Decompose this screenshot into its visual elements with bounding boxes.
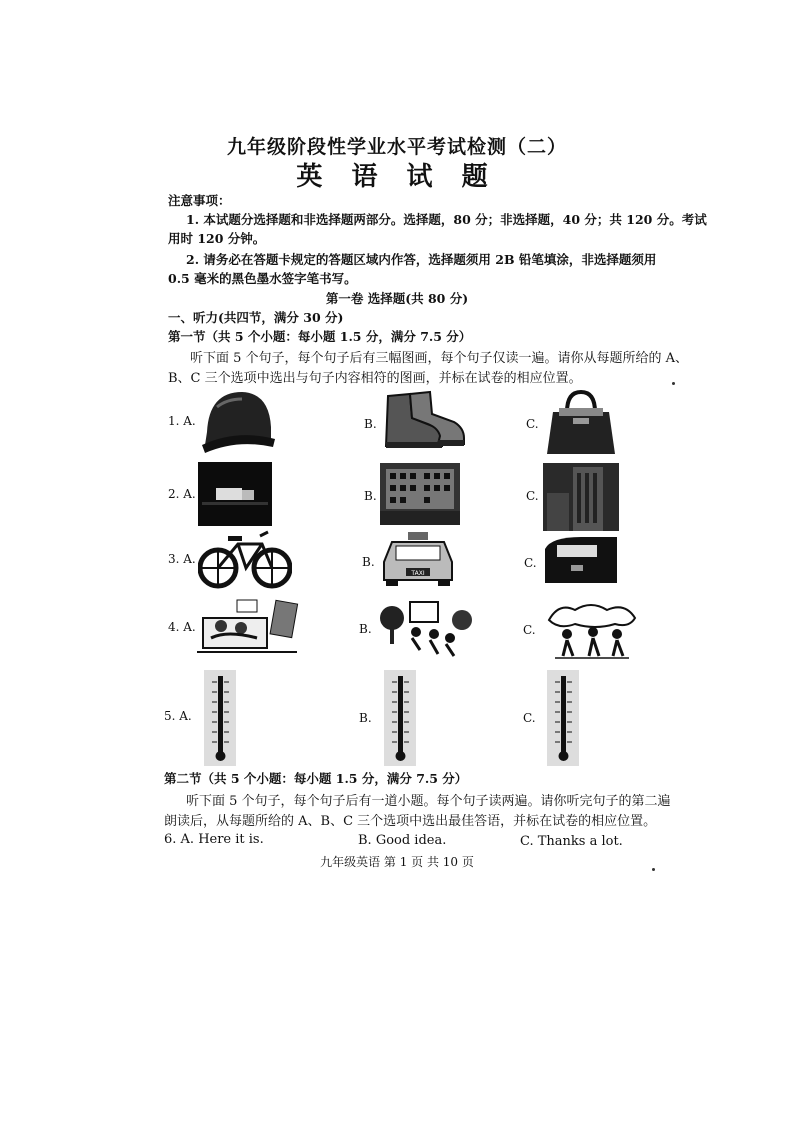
q3-b-label: B.: [362, 555, 375, 569]
people-scene-icon: [545, 600, 637, 662]
city-building-icon: [380, 463, 460, 525]
scan-speck: [652, 868, 655, 871]
notice-item1-line1: 1. 本试题分选择题和非选择题两部分。选择题，80 分；非选择题，40 分；共 120 分。考试: [186, 212, 707, 227]
q2-c-label: C.: [526, 489, 539, 503]
train-icon: [541, 535, 621, 585]
thermometer-icon: [200, 668, 240, 768]
part1-heading: 第一卷 选择题(共 80 分): [325, 291, 469, 306]
listening-heading: 一、听力(共四节，满分 30 分): [168, 310, 344, 325]
bicycle-icon: [198, 530, 292, 590]
q2-b-label: B.: [364, 489, 377, 503]
q1-label: 1. A.: [168, 414, 196, 428]
notice-item2-line2: 0.5 毫米的黑色墨水签字笔书写。: [168, 271, 357, 286]
page-footer: 九年级英语 第 1 页 共 10 页: [320, 855, 474, 869]
q1-b-label: B.: [364, 417, 377, 431]
q4-b-label: B.: [359, 622, 372, 636]
section2-heading: 第二节（共 5 个小题：每小题 1.5 分，满分 7.5 分）: [164, 771, 468, 786]
q5-b-label: B.: [359, 711, 372, 725]
thermometer-icon: [380, 668, 420, 768]
bedroom-scene-icon: [197, 598, 299, 656]
q5-c-label: C.: [523, 711, 536, 725]
q4-c-label: C.: [523, 623, 536, 637]
tall-building-icon: [543, 463, 619, 531]
dark-building-icon: [198, 462, 272, 526]
q6-option-b: B. Good idea.: [358, 833, 447, 848]
q1-c-label: C.: [526, 417, 539, 431]
q4-label: 4. A.: [168, 620, 196, 634]
hat-icon: [197, 387, 277, 457]
q2-label: 2. A.: [168, 487, 196, 501]
q6-option-c: C. Thanks a lot.: [520, 834, 623, 849]
q3-c-label: C.: [524, 556, 537, 570]
taxi-icon: [380, 530, 456, 588]
svg-text:TAXI: TAXI: [411, 570, 425, 577]
boots-icon: [380, 388, 466, 452]
q5-label: 5. A.: [164, 709, 192, 723]
scan-speck: [672, 382, 675, 385]
notice-item1-line2: 用时 120 分钟。: [168, 231, 266, 246]
park-scene-icon: [378, 598, 474, 658]
section1-heading: 第一节（共 5 个小题：每小题 1.5 分，满分 7.5 分）: [168, 329, 472, 344]
section2-instruction-line1: 听下面 5 个句子，每个句子后有一道小题。每个句子读两遍。请你听完句子的第二遍: [186, 794, 671, 809]
section2-instruction-line2: 朗读后，从每题所给的 A、B、C 三个选项中选出最佳答语，并标在试卷的相应位置。: [164, 814, 657, 829]
notice-item2-line1: 2. 请务必在答题卡规定的答题区域内作答，选择题须用 2B 铅笔填涂，非选择题须用: [186, 252, 657, 267]
thermometer-icon: [543, 668, 583, 768]
exam-title: 九年级阶段性学业水平考试检测（二）: [226, 136, 567, 158]
exam-subtitle: 英 语 试 题: [296, 162, 498, 192]
q6-option-a: 6. A. Here it is.: [164, 832, 264, 847]
handbag-icon: [545, 388, 617, 456]
notice-heading: 注意事项：: [168, 193, 231, 208]
section1-instruction-line1: 听下面 5 个句子，每个句子后有三幅图画，每个句子仅读一遍。请你从每题所给的 A、: [190, 351, 689, 366]
q3-label: 3. A.: [168, 552, 196, 566]
section1-instruction-line2: B、C 三个选项中选出与句子内容相符的图画，并标在试卷的相应位置。: [168, 371, 582, 386]
